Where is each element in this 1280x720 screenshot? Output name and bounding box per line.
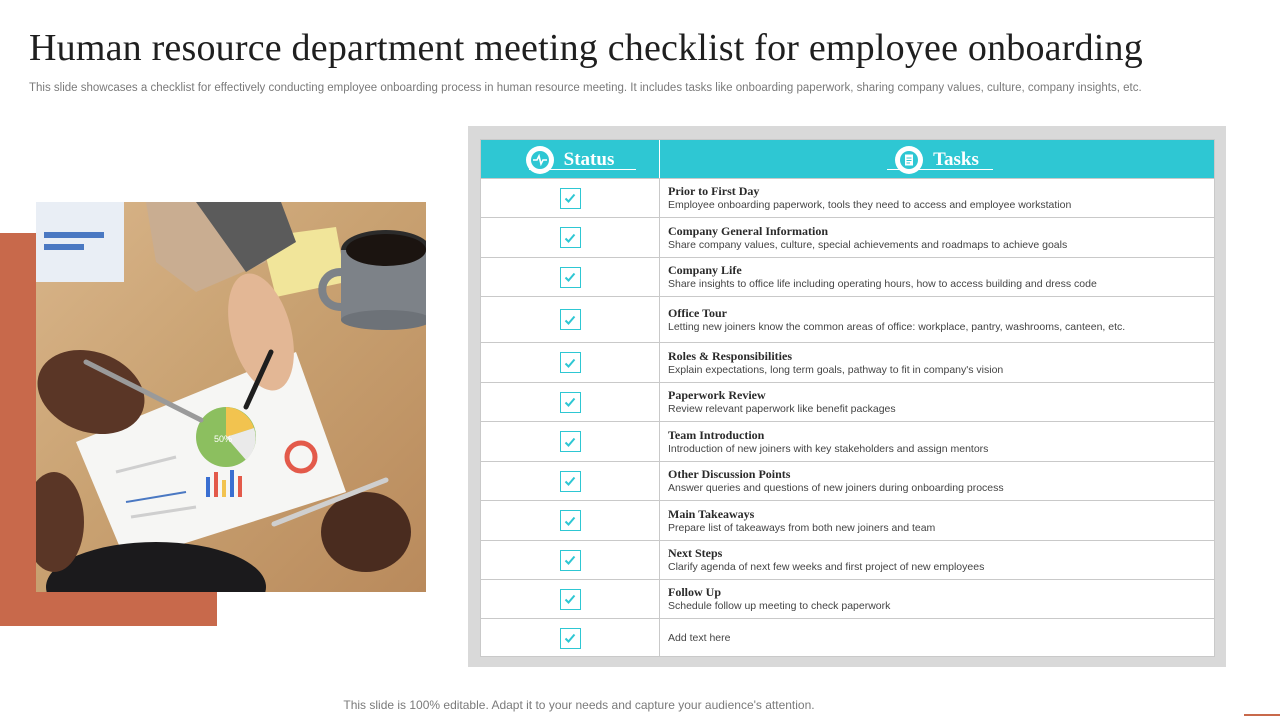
- checkmark-icon: [563, 313, 577, 327]
- status-cell: [481, 218, 660, 257]
- task-description: Review relevant paperwork like benefit packages: [668, 403, 896, 415]
- table-row: [481, 618, 1214, 657]
- task-title: Main Takeaways: [668, 506, 755, 521]
- task-title: Prior to First Day: [668, 184, 760, 198]
- page-title: Human resource department meeting checklist for employee onboarding: [29, 27, 1143, 69]
- checkmark-icon: [563, 231, 577, 245]
- task-description: Share company values, culture, special achievements and roadmaps to achieve goals: [668, 238, 1068, 251]
- task-cell: [660, 422, 1214, 461]
- task-checkbox[interactable]: [560, 352, 581, 373]
- meeting-illustration: [36, 202, 426, 592]
- task-cell: [660, 218, 1214, 257]
- task-cell: [660, 383, 1214, 421]
- status-cell: [481, 297, 660, 342]
- task-cell: [660, 541, 1214, 579]
- task-description: Answer queries and questions of new joiners during onboarding process: [668, 482, 1004, 494]
- checkmark-icon: [563, 356, 577, 370]
- checkmark-icon: [563, 631, 577, 645]
- task-title: Other Discussion Points: [668, 467, 791, 481]
- checkmark-icon: [563, 270, 577, 284]
- task-description: Letting new joiners know the common areas of office: workplace, pantry, washrooms, canteen, etc.: [668, 320, 1126, 333]
- task-cell: [660, 580, 1214, 618]
- task-title: Company General Information: [668, 223, 828, 238]
- table-row: [481, 461, 1214, 500]
- checkmark-icon: [563, 474, 577, 488]
- meeting-photo: [36, 202, 426, 592]
- task-checkbox[interactable]: [560, 550, 581, 571]
- task-description: Add text here: [668, 632, 731, 644]
- task-cell: [660, 179, 1214, 217]
- task-checkbox[interactable]: [560, 267, 581, 288]
- task-description: Explain expectations, long term goals, pathway to fit in company's vision: [668, 363, 1004, 376]
- status-header-label: Status: [563, 148, 615, 170]
- status-cell: [481, 462, 660, 500]
- checkmark-icon: [563, 435, 577, 449]
- tasks-header-label: Tasks: [933, 148, 979, 170]
- tasks-header: [660, 140, 1214, 179]
- task-checkbox[interactable]: [560, 392, 581, 413]
- status-cell: [481, 258, 660, 296]
- checkmark-icon: [563, 395, 577, 409]
- task-description: Schedule follow up meeting to check paperwork: [668, 600, 891, 612]
- pie-badge-text: 50%: [214, 434, 233, 444]
- status-underline: [529, 169, 636, 170]
- status-header: [481, 140, 660, 179]
- table-row: [481, 500, 1214, 540]
- table-row: [481, 257, 1214, 296]
- table-row: [481, 540, 1214, 579]
- table-header: [481, 140, 1214, 179]
- task-description: Introduction of new joiners with key stakeholders and assign mentors: [668, 442, 989, 455]
- table-row: [481, 579, 1214, 618]
- tasks-underline: [887, 169, 993, 170]
- footer-accent-line: [1244, 714, 1280, 716]
- task-title: Roles & Responsibilities: [668, 348, 793, 363]
- status-cell: [481, 501, 660, 540]
- task-checkbox[interactable]: [560, 431, 581, 452]
- table-row: [481, 296, 1214, 342]
- task-cell: [660, 501, 1214, 540]
- task-title: Next Steps: [668, 546, 723, 560]
- status-cell: [481, 541, 660, 579]
- status-cell: [481, 619, 660, 657]
- status-cell: [481, 383, 660, 421]
- task-title: Paperwork Review: [668, 388, 766, 402]
- task-checkbox[interactable]: [560, 510, 581, 531]
- table-row: [481, 217, 1214, 257]
- task-checkbox[interactable]: [560, 309, 581, 330]
- task-checkbox[interactable]: [560, 589, 581, 610]
- task-checkbox[interactable]: [560, 227, 581, 248]
- table-row: [481, 342, 1214, 382]
- status-cell: [481, 422, 660, 461]
- table-row: [481, 421, 1214, 461]
- checkmark-icon: [563, 553, 577, 567]
- task-title: Team Introduction: [668, 427, 765, 442]
- table-row: [481, 382, 1214, 421]
- checkmark-icon: [563, 592, 577, 606]
- task-checkbox[interactable]: [560, 628, 581, 649]
- task-checkbox[interactable]: [560, 188, 581, 209]
- task-cell: [660, 619, 1214, 657]
- task-cell: [660, 258, 1214, 296]
- footer-note: This slide is 100% editable. Adapt it to your needs and capture your audience's attention.: [343, 698, 815, 712]
- checkmark-icon: [563, 514, 577, 528]
- page-subtitle: This slide showcases a checklist for effectively conducting employee onboarding process in human resource meeting. It includes tasks like onboarding paperwork, sharing company values, culture, company insights, etc.: [29, 82, 1142, 94]
- task-title: Follow Up: [668, 585, 722, 599]
- task-description: Prepare list of takeaways from both new joiners and team: [668, 521, 936, 534]
- task-cell: [660, 343, 1214, 382]
- task-description: Clarify agenda of next few weeks and first project of new employees: [668, 561, 985, 573]
- task-title: Company Life: [668, 263, 742, 277]
- checklist-table: [480, 139, 1215, 657]
- task-title: Office Tour: [668, 305, 727, 320]
- task-description: Employee onboarding paperwork, tools they need to access and employee workstation: [668, 199, 1072, 211]
- task-cell: [660, 297, 1214, 342]
- status-cell: [481, 179, 660, 217]
- task-checkbox[interactable]: [560, 471, 581, 492]
- checkmark-icon: [563, 191, 577, 205]
- task-cell: [660, 462, 1214, 500]
- status-cell: [481, 580, 660, 618]
- status-cell: [481, 343, 660, 382]
- task-description: Share insights to office life including operating hours, how to access building and dress code: [668, 278, 1097, 290]
- table-row: [481, 178, 1214, 217]
